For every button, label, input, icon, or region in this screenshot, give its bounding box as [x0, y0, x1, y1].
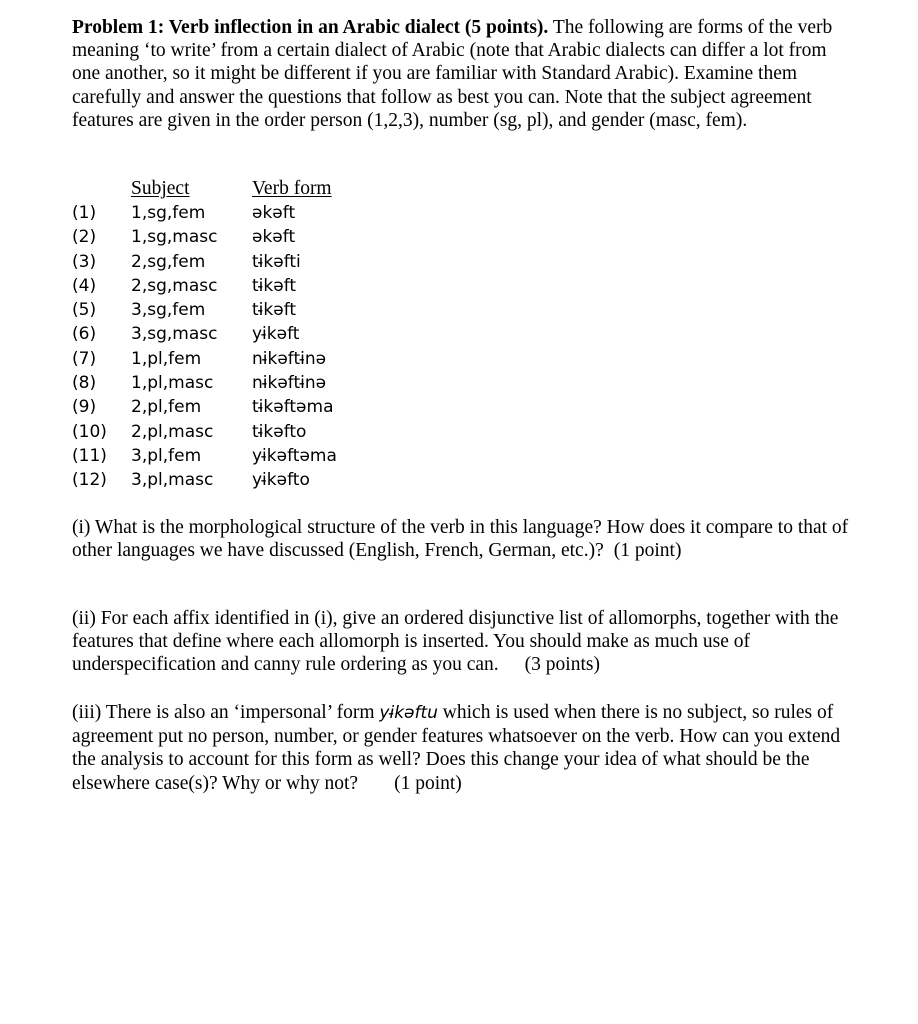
subject-column-header: Subject	[131, 178, 190, 199]
verb-form: ti̵kəftəma	[252, 397, 334, 418]
example-number: (4)	[72, 275, 97, 296]
table-header	[72, 178, 472, 201]
question-1	[72, 516, 862, 562]
subject-features: 3,sg,masc	[131, 324, 218, 345]
question-2-text: (ii) For each affix identified in (i), give an ordered disjunctive list of allomorphs, together with the features that define where each allomorph is inserted. You should make as much use of underspecification and canny rule ordering as you can.	[72, 608, 839, 676]
table-rows	[72, 201, 472, 493]
subject-features: 1,sg,fem	[131, 203, 206, 223]
verb-form: ni̵kəfti̵nə	[252, 348, 327, 369]
example-number: (5)	[72, 300, 97, 321]
table-row	[72, 201, 472, 225]
verb-form: yi̵kəfto	[252, 470, 310, 491]
example-number: (6)	[72, 324, 97, 345]
verb-form: əkəft	[252, 203, 296, 223]
example-number: (2)	[72, 227, 97, 248]
example-number: (8)	[72, 373, 97, 394]
table-row	[72, 395, 472, 419]
subject-features: 3,pl,masc	[131, 470, 214, 491]
table-row	[72, 468, 472, 492]
verb-forms-table	[72, 178, 472, 493]
table-row	[72, 322, 472, 346]
verb-form: ti̵kəft	[252, 300, 297, 321]
subject-features: 1,pl,masc	[131, 373, 214, 394]
table-row	[72, 225, 472, 249]
example-number: (9)	[72, 397, 97, 418]
table-row	[72, 347, 472, 371]
subject-features: 2,sg,masc	[131, 275, 218, 296]
verb-form: ti̵kəft	[252, 275, 297, 296]
subject-features: 1,sg,masc	[131, 227, 218, 248]
subject-features: 2,pl,masc	[131, 421, 214, 442]
question-2	[72, 607, 862, 677]
subject-features: 2,pl,fem	[131, 397, 202, 418]
example-number: (11)	[72, 445, 107, 466]
question-2-points: (3 points)	[524, 654, 600, 676]
question-3-text-before: (iii) There is also an ‘impersonal’ form	[72, 702, 375, 723]
problem-intro	[72, 16, 852, 132]
table-row	[72, 444, 472, 468]
question-3-points: (1 point)	[394, 772, 462, 794]
example-number: (12)	[72, 470, 107, 491]
verb-form: yi̵kəft	[252, 324, 300, 345]
verb-form: ni̵kəfti̵nə	[252, 373, 327, 394]
subject-features: 2,sg,fem	[131, 251, 206, 272]
table-row	[72, 250, 472, 274]
example-number: (7)	[72, 348, 97, 369]
problem-heading: Problem 1: Verb inflection in an Arabic dialect (5 points).	[72, 17, 549, 38]
table-row	[72, 420, 472, 444]
subject-features: 3,pl,fem	[131, 445, 202, 466]
subject-features: 1,pl,fem	[131, 348, 202, 369]
table-row	[72, 274, 472, 298]
verb-form: əkəft	[252, 227, 296, 248]
example-number: (1)	[72, 203, 97, 223]
impersonal-form: yi̵kəftu	[379, 703, 438, 723]
example-number: (3)	[72, 251, 97, 272]
example-number: (10)	[72, 421, 107, 442]
subject-features: 3,sg,fem	[131, 300, 206, 321]
verb-form-column-header: Verb form	[252, 178, 332, 199]
question-3	[72, 701, 862, 795]
verb-form: ti̵kəfto	[252, 421, 307, 442]
question-3-text-after: which is used when there is no subject, so rules of agreement put no person, number, or gender features whatsoever on the verb. How can you extend the analysis to account for this form as well? Does this change your idea of what should be the elsewhere case(s)? Why or why not?	[72, 702, 841, 794]
question-1-text: (i) What is the morphological structure of the verb in this language? How does it compare to that of other languages we have discussed (English, French, German, etc.)?	[72, 517, 849, 562]
question-1-points: (1 point)	[613, 540, 682, 562]
verb-form: ti̵kəfti	[252, 251, 301, 272]
verb-form: yi̵kəftəma	[252, 445, 337, 466]
table-row	[72, 298, 472, 322]
table-row	[72, 371, 472, 395]
problem-intro-text: The following are forms of the verb meaning ‘to write’ from a certain dialect of Arabic (note that Arabic dialects can differ a lot from one another, so it might be different if you are familiar with Standard Arabic). Examine them carefully and answer the questions that follow as best you can. Note that the subject agreement features are given in the order person (1,2,3), number (sg, pl), and gender (masc, fem).	[72, 17, 833, 131]
